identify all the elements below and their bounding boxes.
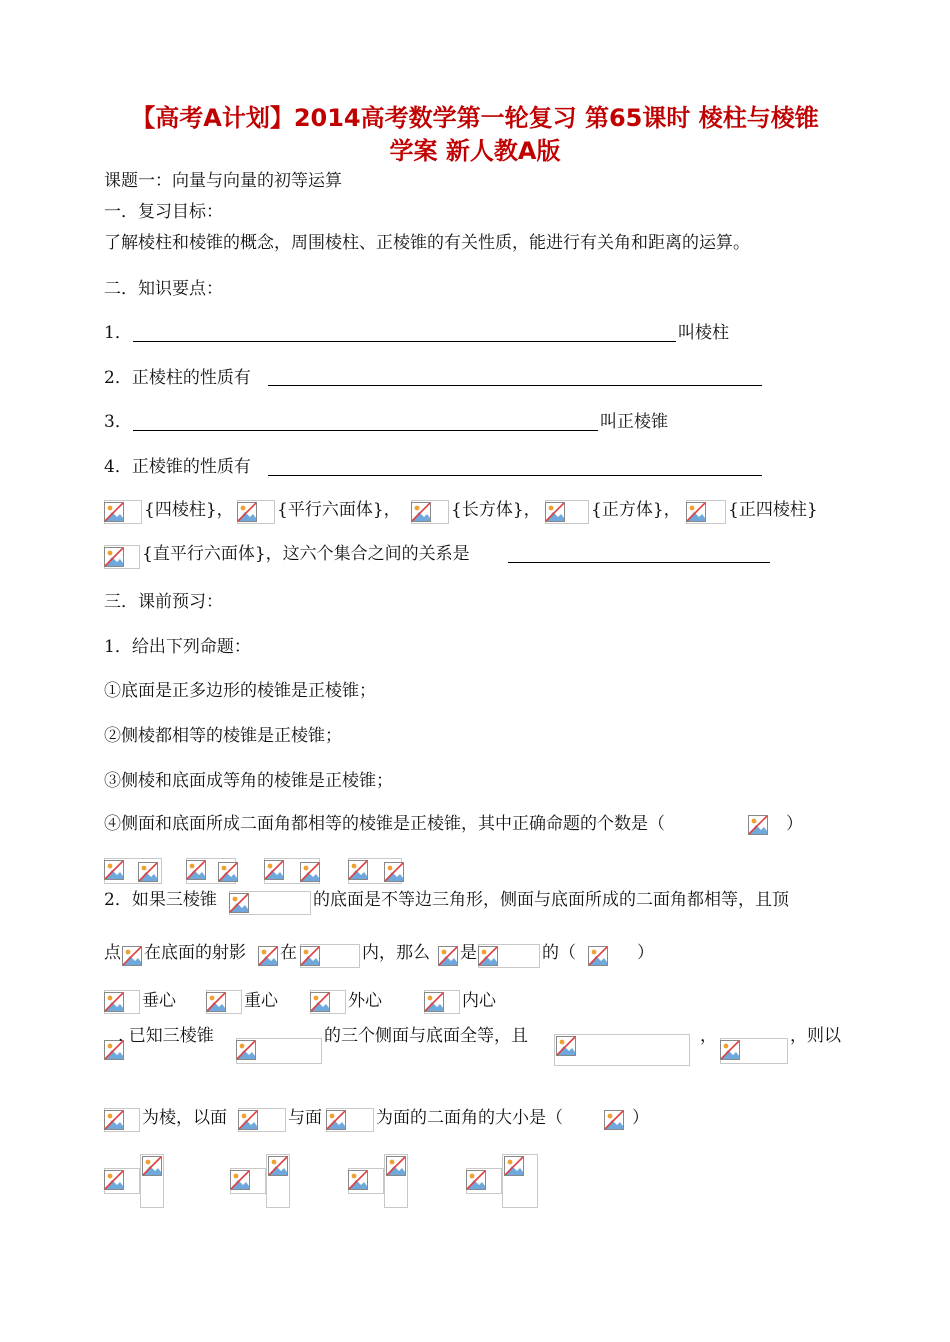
q2-option-d[interactable]: 内心 — [462, 991, 496, 1011]
broken-image-icon — [186, 860, 206, 880]
broken-image-icon — [348, 1170, 368, 1190]
q3-then: ，则以 — [790, 1026, 841, 1046]
topic-line: 课题一：向量与向量的初等运算 — [104, 171, 342, 191]
q2-inside: 内，那么 — [362, 943, 430, 963]
item2-blank[interactable] — [268, 385, 762, 386]
broken-image-icon — [142, 1156, 162, 1176]
broken-image-icon — [264, 860, 284, 880]
doc-title-line1: 【高考A计划】2014高考数学第一轮复习 第65课时 棱柱与棱锥 — [131, 104, 819, 132]
q2-is: 是 — [460, 943, 477, 963]
sec1-heading: 一．复习目标： — [104, 202, 223, 222]
broken-image-icon — [438, 946, 458, 966]
set-5: {正四棱柱} — [728, 500, 818, 520]
broken-image-icon — [478, 946, 498, 966]
relation-blank[interactable] — [508, 562, 770, 563]
broken-image-icon — [384, 862, 404, 882]
broken-image-icon — [138, 862, 158, 882]
broken-image-icon — [748, 815, 768, 835]
item2-prefix: 2．正棱柱的性质有 — [104, 368, 251, 388]
q3-part-a: . 已知三棱锥 — [118, 1026, 214, 1046]
item3-blank[interactable] — [133, 430, 598, 431]
q3-close-paren: ） — [632, 1108, 649, 1128]
broken-image-icon — [104, 502, 124, 522]
q2-of: 的（ — [542, 943, 576, 963]
item4-blank[interactable] — [268, 475, 762, 476]
prop-1: ①底面是正多边形的棱锥是正棱锥； — [104, 681, 376, 701]
broken-image-icon — [504, 1156, 524, 1176]
sec1-text: 了解棱柱和棱锥的概念，周围棱柱、正棱锥的有关性质，能进行有关角和距离的运算。 — [104, 233, 750, 253]
q2-projection: 在底面的射影 — [144, 943, 246, 963]
prop-4: ④侧面和底面所成二面角都相等的棱锥是正棱锥，其中正确命题的个数是（ — [104, 814, 665, 834]
doc-title-line2: 学案 新人教A版 — [389, 137, 561, 165]
broken-image-icon — [686, 502, 706, 522]
item3-suffix: 叫正棱锥 — [600, 412, 668, 432]
set-4: {正方体}， — [591, 500, 681, 520]
broken-image-icon — [300, 946, 320, 966]
q2-part-b: 的底面是不等边三角形，侧面与底面所成的二面角都相等，且顶 — [313, 890, 789, 910]
item1-suffix: 叫棱柱 — [678, 323, 729, 343]
set-6-text: {直平行六面体}，这六个集合之间的关系是 — [142, 544, 470, 564]
q2-part-a: 2．如果三棱锥 — [104, 890, 217, 910]
broken-image-icon — [604, 1110, 624, 1130]
broken-image-icon — [104, 1110, 124, 1130]
broken-image-icon — [218, 862, 238, 882]
broken-image-icon — [237, 502, 257, 522]
broken-image-icon — [104, 547, 124, 567]
broken-image-icon — [556, 1036, 576, 1056]
broken-image-icon — [104, 860, 124, 880]
broken-image-icon — [104, 992, 124, 1012]
q2-option-a[interactable]: 垂心 — [142, 991, 176, 1011]
q3-and-face: 与面 — [288, 1108, 322, 1128]
prop-2: ②侧棱都相等的棱锥是正棱锥； — [104, 726, 342, 746]
set-2: {平行六面体}， — [277, 500, 401, 520]
q3-dihedral: 为面的二面角的大小是（ — [376, 1108, 563, 1128]
item1-prefix: 1． — [104, 323, 132, 343]
broken-image-icon — [236, 1040, 256, 1060]
q2-in: 在 — [280, 943, 297, 963]
set-1: {四棱柱}， — [144, 500, 234, 520]
broken-image-icon — [230, 1170, 250, 1190]
broken-image-icon — [300, 862, 320, 882]
broken-image-icon — [326, 1110, 346, 1130]
broken-image-icon — [411, 502, 431, 522]
q2-point: 点 — [104, 943, 121, 963]
broken-image-icon — [424, 992, 444, 1012]
broken-image-icon — [466, 1170, 486, 1190]
q2-option-b[interactable]: 重心 — [244, 991, 278, 1011]
broken-image-icon — [588, 946, 608, 966]
q1-text: 1．给出下列命题： — [104, 637, 251, 657]
broken-image-icon — [310, 992, 330, 1012]
broken-image-icon — [268, 1156, 288, 1176]
broken-image-icon — [229, 893, 249, 913]
prop-3: ③侧棱和底面成等角的棱锥是正棱锥； — [104, 771, 393, 791]
broken-image-icon — [206, 992, 226, 1012]
broken-image-icon — [386, 1156, 406, 1176]
sec2-heading: 二．知识要点： — [104, 279, 223, 299]
q3-part-b: 的三个侧面与底面全等，且 — [324, 1026, 528, 1046]
broken-image-icon — [258, 946, 278, 966]
q2-close-paren: ） — [637, 943, 654, 963]
set-3: {长方体}， — [451, 500, 541, 520]
broken-image-icon — [122, 946, 142, 966]
q2-option-c[interactable]: 外心 — [348, 991, 382, 1011]
broken-image-icon — [720, 1040, 740, 1060]
broken-image-icon — [348, 860, 368, 880]
sec3-heading: 三．课前预习： — [104, 592, 223, 612]
q3-as-edge: 为棱，以面 — [142, 1108, 227, 1128]
item1-blank[interactable] — [133, 341, 676, 342]
q3-comma: ， — [700, 1026, 717, 1046]
broken-image-icon — [104, 1170, 124, 1190]
broken-image-icon — [238, 1110, 258, 1130]
broken-image-icon — [545, 502, 565, 522]
q1-close-paren: ） — [786, 814, 803, 834]
item4-prefix: 4．正棱锥的性质有 — [104, 457, 251, 477]
item3-prefix: 3． — [104, 412, 132, 432]
